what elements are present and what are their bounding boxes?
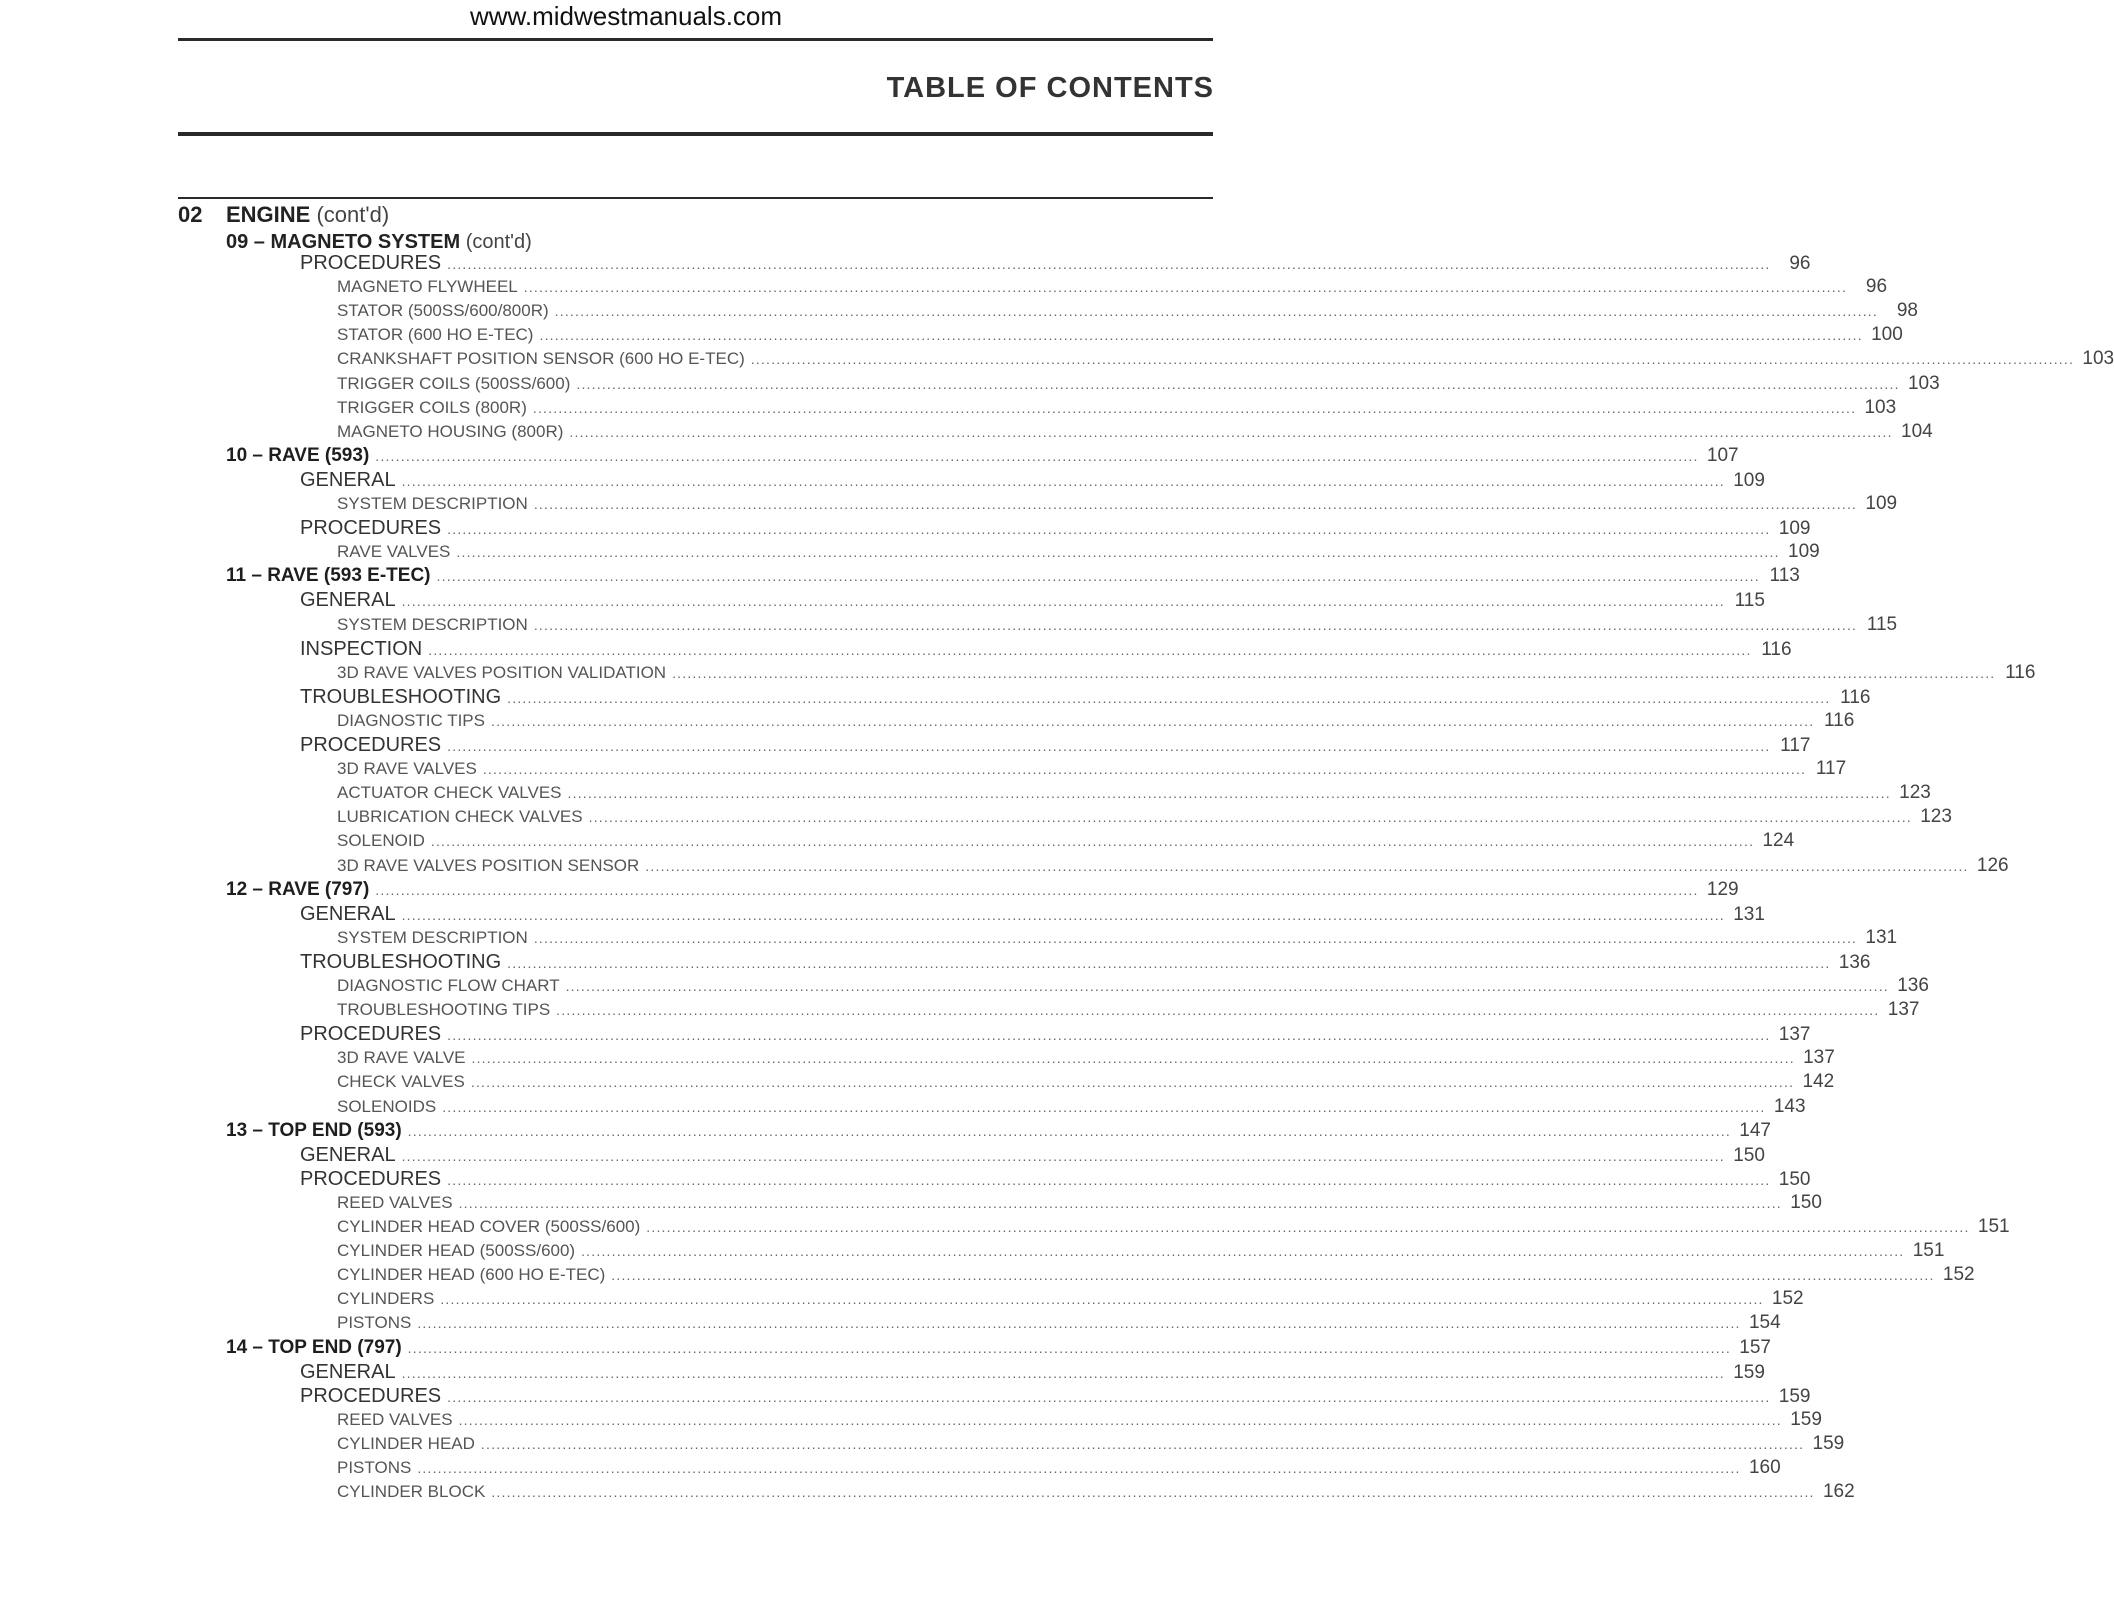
toc-entry-page: 96 [1865,276,1888,298]
toc-entry[interactable] [337,781,1931,806]
toc-entry[interactable] [337,1456,1781,1481]
toc-entry-page: 109 [1778,518,1811,540]
dot-leader: .................................................................................................................................................................................................................................................................... [447,521,1771,538]
toc-entry-label: 11 – RAVE (593 E-TEC) [226,565,431,587]
toc-entry[interactable] [226,1119,1771,1144]
toc-entry[interactable] [337,1239,1945,1264]
toc-entry[interactable] [337,275,1888,300]
toc-entry-label: CYLINDER HEAD COVER (500SS/600) [337,1217,641,1236]
title-divider [178,132,1213,136]
dot-leader: .................................................................................................................................................................................................................................................................... [565,978,1889,994]
toc-entry[interactable] [337,854,2009,879]
dot-leader: .................................................................................................................................................................................................................................................................... [507,954,1831,971]
toc-entry[interactable] [337,1432,1845,1457]
toc-entry-label: 3D RAVE VALVES [337,759,477,779]
toc-entry-page: 143 [1773,1095,1806,1117]
toc-entry[interactable] [300,950,1871,975]
toc-entry-label: SYSTEM DESCRIPTION [337,494,528,513]
toc-entry-page: 115 [1866,613,1898,635]
toc-entry-page: 103 [1907,372,1940,394]
toc-entry-label: REED VALVES [337,1192,453,1212]
dot-leader: .................................................................................................................................................................................................................................................................... [471,1050,1795,1067]
section-name: ENGINE [226,202,311,227]
dot-leader: .................................................................................................................................................................................................................................................................... [569,423,1893,440]
toc-entry-page: 160 [1748,1457,1781,1478]
toc-entry[interactable] [337,323,1903,348]
dot-leader: .................................................................................................................................................................................................................................................................... [750,351,2075,368]
dot-leader: .................................................................................................................................................................................................................................................................... [417,1315,1741,1332]
dot-leader: .................................................................................................................................................................................................................................................................... [533,616,1858,633]
dot-leader: .................................................................................................................................................................................................................................................................... [440,1291,1764,1308]
toc-entry-page: 116 [1761,638,1792,660]
toc-entry-page: 150 [1733,1144,1765,1166]
toc-entry-page: 154 [1748,1312,1781,1334]
toc-entry-page: 136 [1897,975,1929,996]
site-url: www.midwestmanuals.com [469,1,783,31]
toc-entry-page: 136 [1838,951,1871,973]
dot-leader: .................................................................................................................................................................................................................................................................... [611,1267,1935,1284]
toc-entry[interactable] [337,372,1940,397]
toc-entry-label: CHECK VALVES [337,1072,465,1092]
toc-entry-label: STATOR (500SS/600/800R) [337,301,549,321]
toc-entry-page: 113 [1769,565,1800,587]
toc-entry[interactable] [337,1191,1822,1216]
toc-entry[interactable] [300,516,1811,541]
dot-leader: .................................................................................................................................................................................................................................................................... [447,1027,1771,1044]
section-continued: (cont'd) [316,202,390,227]
toc-entry-label: 3D RAVE VALVE [337,1048,466,1068]
toc-entry[interactable] [337,757,1847,782]
toc-entry-label: PISTONS [337,1313,412,1333]
toc-entry-page: 152 [1942,1264,1975,1286]
toc-entry[interactable] [337,613,1898,638]
toc-entry-page: 123 [1899,782,1931,804]
dot-leader: .................................................................................................................................................................................................................................................................... [523,279,1848,296]
toc-entry[interactable] [337,1287,1804,1312]
toc-entry-page: 159 [1812,1432,1845,1454]
toc-entry-page: 96 [1789,253,1811,274]
toc-entry[interactable] [300,1167,1811,1192]
section-heading [178,201,389,229]
toc-entry[interactable] [337,396,1897,421]
toc-entry-page: 126 [1976,854,2009,876]
dot-leader: .................................................................................................................................................................................................................................................................... [672,664,1996,681]
toc-entry-label: CYLINDER HEAD (600 HO E-TEC) [337,1265,606,1285]
dot-leader: .................................................................................................................................................................................................................................................................... [532,399,1857,416]
toc-entry-page: 98 [1896,300,1918,322]
dot-leader: .................................................................................................................................................................................................................................................................... [401,906,1725,923]
toc-entry-page: 124 [1762,830,1795,852]
toc-entry-page: 103 [1864,396,1897,418]
dot-leader: .................................................................................................................................................................................................................................................................... [533,496,1858,512]
top-divider [178,38,1213,41]
toc-entry-label: PROCEDURES [300,1384,442,1407]
toc-entry-label: LUBRICATION CHECK VALVES [337,807,583,827]
dot-leader: .................................................................................................................................................................................................................................................................... [401,1364,1725,1381]
dot-leader: .................................................................................................................................................................................................................................................................... [428,641,1752,658]
toc-entry[interactable] [337,829,1795,854]
toc-entry-page: 116 [2005,661,2036,683]
toc-entry[interactable] [337,1215,2010,1240]
toc-entry-label: TROUBLESHOOTING TIPS [337,1000,551,1020]
toc-entry-page: 162 [1822,1481,1855,1503]
toc-entry-label: SYSTEM DESCRIPTION [337,614,528,634]
dot-leader: .................................................................................................................................................................................................................................................................... [567,785,1891,802]
dot-leader: .................................................................................................................................................................................................................................................................... [646,1219,1970,1235]
dot-leader: .................................................................................................................................................................................................................................................................... [447,256,1771,272]
toc-entry-page: 157 [1739,1336,1771,1358]
toc-entry[interactable] [300,588,1765,613]
toc-entry-label: REED VALVES [337,1409,453,1429]
toc-entry-label: GENERAL [300,1360,396,1383]
toc-entry[interactable] [300,1143,1765,1168]
toc-entry-page: 142 [1802,1071,1835,1093]
toc-entry-label: ACTUATOR CHECK VALVES [337,783,562,803]
toc-entry-page: 159 [1733,1361,1765,1383]
toc-entry-label: GENERAL [300,468,396,491]
section-number: 02 [178,202,203,227]
toc-entry-label: SOLENOIDS [337,1096,437,1116]
toc-entry-label: CRANKSHAFT POSITION SENSOR (600 HO E-TEC) [337,349,745,369]
dot-leader: .................................................................................................................................................................................................................................................................... [407,1122,1731,1139]
toc-entry[interactable] [337,540,1820,565]
toc-entry-page: 137 [1803,1047,1835,1069]
toc-entry[interactable] [337,299,1918,324]
subsection-name: 09 – MAGNETO SYSTEM [226,231,461,253]
dot-leader: .................................................................................................................................................................................................................................................................... [581,1243,1905,1260]
toc-entry-page: 129 [1706,878,1739,900]
toc-entry-label: GENERAL [300,589,396,612]
dot-leader: .................................................................................................................................................................................................................................................................... [447,738,1771,754]
toc-entry[interactable] [300,685,1871,710]
toc-entry-page: 116 [1824,709,1855,731]
dot-leader: .................................................................................................................................................................................................................................................................... [401,593,1725,610]
toc-entry-label: SYSTEM DESCRIPTION [337,927,528,947]
dot-leader: .................................................................................................................................................................................................................................................................... [417,1460,1741,1476]
toc-entry-label: TRIGGER COILS (800R) [337,397,527,417]
dot-leader: .................................................................................................................................................................................................................................................................... [588,809,1912,826]
toc-entry-label: SOLENOID [337,831,425,851]
toc-entry-label: PROCEDURES [300,517,442,540]
toc-entry-label: RAVE VALVES [337,542,451,562]
toc-entry[interactable] [337,1263,1975,1288]
dot-leader: .................................................................................................................................................................................................................................................................... [430,833,1755,850]
toc-entry-label: PROCEDURES [300,252,442,274]
toc-entry-page: 150 [1790,1191,1822,1213]
toc-entry[interactable] [337,1480,1855,1505]
toc-entry-page: 107 [1706,444,1739,466]
toc-entry[interactable] [300,1022,1811,1047]
dot-leader: .................................................................................................................................................................................................................................................................... [375,881,1699,898]
toc-entry-page: 137 [1887,999,1920,1021]
toc-entry[interactable] [226,564,1800,589]
dot-leader: .................................................................................................................................................................................................................................................................... [491,1484,1815,1501]
dot-leader: .................................................................................................................................................................................................................................................................... [491,712,1815,729]
toc-entry-label: TROUBLESHOOTING [300,685,502,708]
dot-leader: .................................................................................................................................................................................................................................................................... [480,1435,1805,1452]
dot-leader: .................................................................................................................................................................................................................................................................... [554,303,1878,320]
toc-entry-page: 117 [1780,735,1811,756]
toc-entry[interactable] [337,974,1929,999]
toc-entry-label: 10 – RAVE (593) [226,444,370,466]
toc-entry[interactable] [337,1311,1781,1336]
dot-leader: .................................................................................................................................................................................................................................................................... [533,929,1858,946]
toc-entry-page: 150 [1778,1168,1811,1190]
toc-entry-label: 12 – RAVE (797) [226,878,370,900]
dot-leader: .................................................................................................................................................................................................................................................................... [442,1098,1766,1115]
toc-entry-label: PROCEDURES [300,734,442,756]
dot-leader: .................................................................................................................................................................................................................................................................... [375,447,1699,464]
toc-entry-label: PROCEDURES [300,1023,442,1046]
page-title: TABLE OF CONTENTS [886,72,1214,104]
toc-entry[interactable] [337,926,1898,951]
toc-entry-page: 115 [1734,590,1765,612]
toc-entry[interactable] [337,420,1933,445]
toc-entry-page: 104 [1901,420,1933,442]
dot-leader: .................................................................................................................................................................................................................................................................... [645,857,1969,874]
dot-leader: .................................................................................................................................................................................................................................................................... [470,1074,1795,1091]
toc-entry[interactable] [226,878,1739,903]
toc-entry[interactable] [337,1408,1822,1433]
toc-entry-page: 147 [1739,1119,1771,1141]
dot-leader: .................................................................................................................................................................................................................................................................... [458,1194,1782,1211]
dot-leader: .................................................................................................................................................................................................................................................................... [507,689,1831,706]
toc-entry[interactable] [226,1336,1771,1361]
toc-entry[interactable] [337,1095,1806,1120]
toc-entry-label: 14 – TOP END (797) [226,1336,402,1358]
dot-leader: .................................................................................................................................................................................................................................................................... [458,1411,1782,1428]
toc-entry-label: INSPECTION [300,637,423,660]
toc-entry-label: DIAGNOSTIC TIPS [337,710,485,730]
toc-entry[interactable] [300,1384,1811,1409]
dot-leader: .................................................................................................................................................................................................................................................................... [556,1002,1880,1019]
toc-entry-page: 131 [1733,903,1765,925]
toc-entry-label: PROCEDURES [300,1167,442,1190]
dot-leader: .................................................................................................................................................................................................................................................................... [447,1171,1771,1188]
toc-entry[interactable] [300,902,1765,927]
toc-entry-page: 103 [2082,348,2114,370]
toc-entry[interactable] [337,347,2114,372]
toc-entry[interactable] [300,637,1792,662]
toc-entry[interactable] [337,1046,1835,1071]
dot-leader: .................................................................................................................................................................................................................................................................... [456,544,1780,561]
toc-entry[interactable] [337,661,2036,686]
toc-entry-page: 109 [1788,541,1820,563]
toc-entry-page: 109 [1733,469,1765,491]
toc-entry-page: 117 [1815,758,1847,780]
toc-entry-label: 3D RAVE VALVES POSITION SENSOR [337,855,640,875]
toc-entry[interactable] [337,709,1855,734]
toc-entry-page: 116 [1840,686,1871,708]
toc-entry-label: GENERAL [300,1143,396,1166]
toc-entry-page: 151 [1912,1240,1945,1262]
toc-entry-label: DIAGNOSTIC FLOW CHART [337,976,560,995]
toc-entry-label: TROUBLESHOOTING [300,950,502,973]
toc-entry-page: 159 [1790,1408,1822,1430]
dot-leader: .................................................................................................................................................................................................................................................................... [482,761,1807,778]
dot-leader: .................................................................................................................................................................................................................................................................... [436,568,1760,585]
toc-entry-page: 123 [1920,806,1952,828]
section-divider [178,197,1213,199]
toc-entry[interactable] [337,1070,1835,1095]
toc-entry[interactable] [337,805,1952,830]
toc-entry[interactable] [300,468,1765,493]
toc-entry[interactable] [226,444,1739,469]
toc-entry-label: STATOR (600 HO E-TEC) [337,325,534,345]
dot-leader: .................................................................................................................................................................................................................................................................... [539,327,1863,344]
toc-entry-page: 151 [1977,1216,2010,1237]
toc-entry-label: CYLINDER HEAD (500SS/600) [337,1241,576,1261]
dot-leader: .................................................................................................................................................................................................................................................................... [576,375,1900,392]
toc-entry[interactable] [337,998,1920,1023]
toc-entry-label: GENERAL [300,902,396,925]
toc-entry-label: CYLINDERS [337,1289,435,1309]
toc-entry[interactable] [300,1360,1765,1385]
toc-entry[interactable] [300,733,1811,758]
toc-entry-label: CYLINDER HEAD [337,1433,475,1453]
dot-leader: .................................................................................................................................................................................................................................................................... [401,1147,1725,1164]
toc-entry[interactable] [337,492,1898,517]
toc-entry[interactable] [300,251,1811,276]
toc-entry-label: MAGNETO FLYWHEEL [337,277,518,297]
toc-entry-page: 131 [1865,926,1898,948]
dot-leader: .................................................................................................................................................................................................................................................................... [401,472,1725,489]
toc-entry-label: 13 – TOP END (593) [226,1119,402,1141]
dot-leader: .................................................................................................................................................................................................................................................................... [407,1339,1731,1356]
toc-entry-label: CYLINDER BLOCK [337,1482,486,1502]
toc-entry-page: 100 [1871,324,1903,346]
toc-entry-label: MAGNETO HOUSING (800R) [337,421,564,441]
toc-entry-label: 3D RAVE VALVES POSITION VALIDATION [337,662,667,682]
toc-entry-label: PISTONS [337,1458,412,1477]
dot-leader: .................................................................................................................................................................................................................................................................... [447,1388,1771,1405]
toc-entry-page: 159 [1778,1385,1811,1407]
subsection-continued: (cont'd) [465,231,532,253]
toc-entry-label: TRIGGER COILS (500SS/600) [337,373,571,393]
toc-entry-page: 137 [1778,1024,1811,1046]
toc-entry-page: 152 [1771,1288,1804,1310]
toc-entry-page: 109 [1865,493,1898,514]
